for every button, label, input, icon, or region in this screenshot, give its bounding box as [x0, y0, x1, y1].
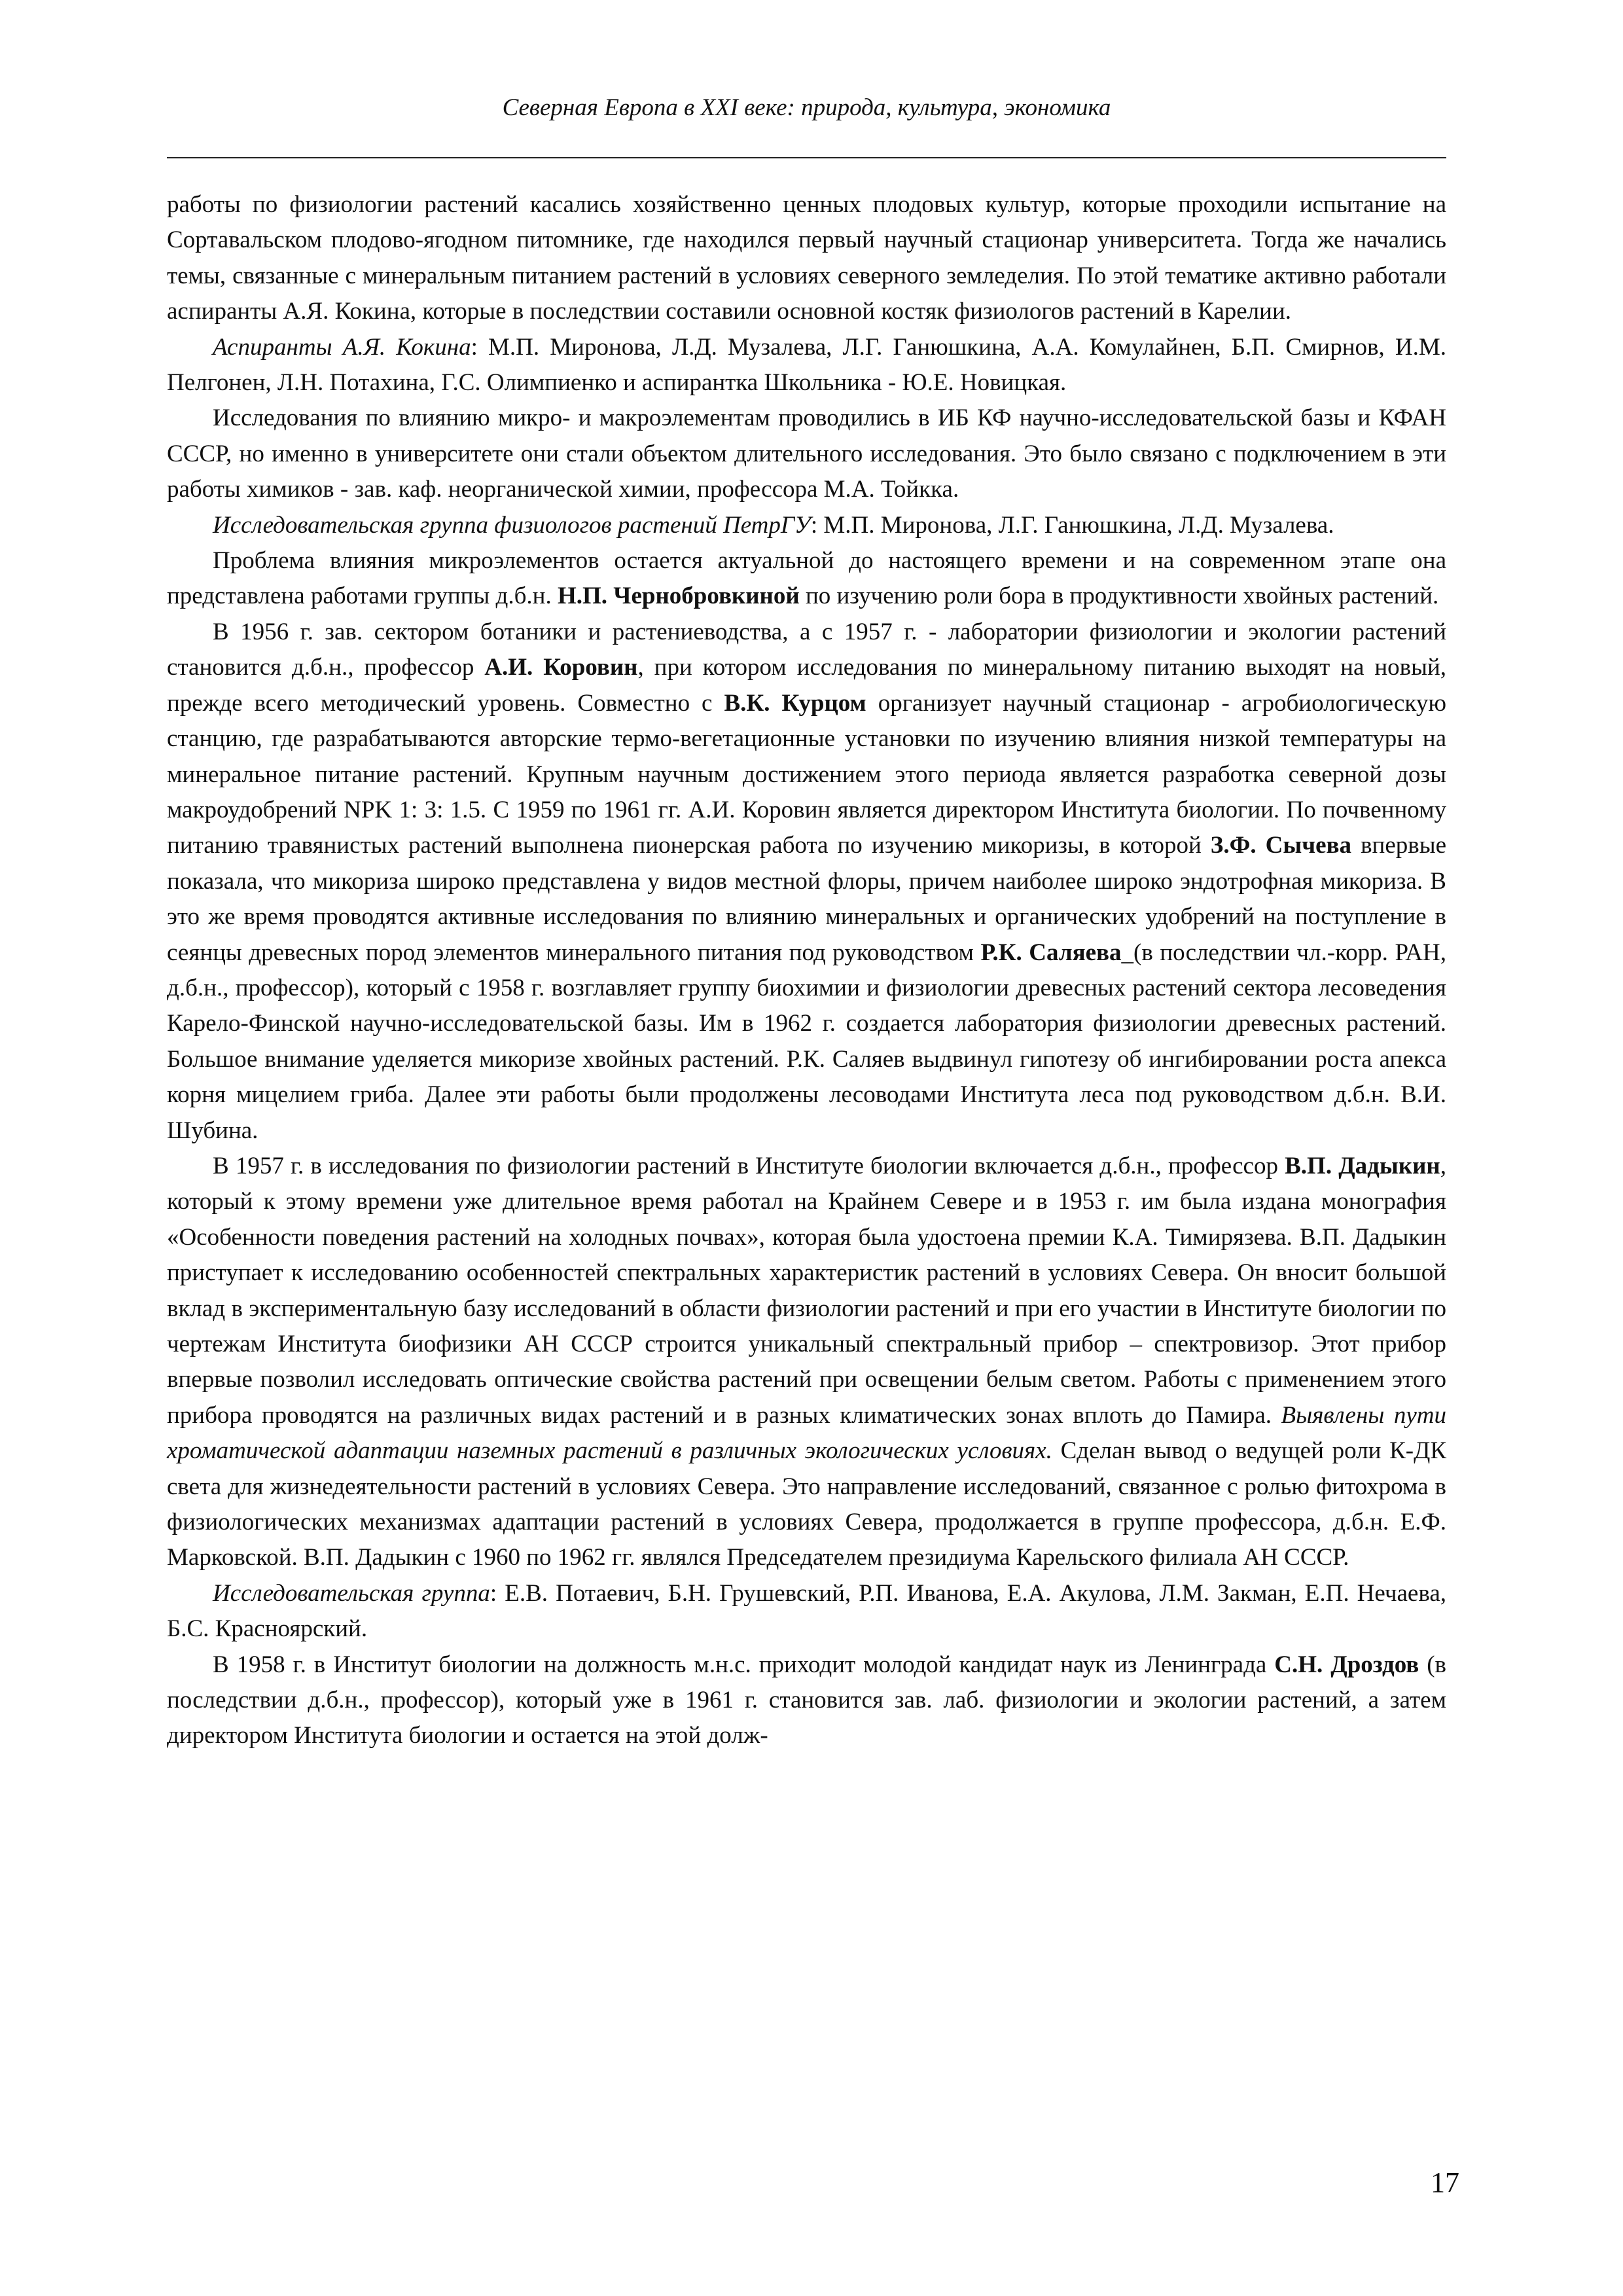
bold-name: В.К. Курцом: [724, 689, 866, 717]
text-run: : Е.В. Потаевич, Б.Н. Грушевский, Р.П. Иванова, Е.А. Акулова, Л.М. Закман, Е.П. Нечаева, Б.С. Красноярский.: [167, 1579, 1447, 1643]
text-run: впервые показала, что микориза широко представлена у видов местной флоры, причем наиболее широко эндотрофная микориза. В это же время проводятся активные исследования по влиянию минеральных и органических удобрений на поступление в сеянцы древесных пород элементов минерального питания под руководством: [167, 832, 1447, 966]
italic-text: Исследовательская группа физиологов растений ПетрГУ: [213, 511, 811, 539]
bold-name: В.П. Дадыкин: [1285, 1152, 1440, 1179]
paragraph: [167, 1647, 1446, 1754]
page-number: 17: [1431, 2166, 1459, 2198]
text-run: Сделан вывод о ведущей роли К-ДК света для жизнедеятельности растений в условиях Севера. Это направление исследований, связанное с ролью фитохрома в физиологических механизмах адаптации растений в условиях Севера, продолжается в группе профессора, д.б.н. Е.Ф. Марковской. В.П. Дадыкин с 1960 по 1962 гг. являлся Председателем президиума Карельского филиала АН СССР.: [167, 1437, 1446, 1571]
paragraph: [167, 1149, 1446, 1576]
italic-text: Исследовательская группа: [213, 1579, 490, 1607]
italic-text: Выявлены пути хроматической адаптации наземных растений в различных экологических условиях.: [167, 1401, 1446, 1465]
text-run: В 1957 г. в исследования по физиологии растений в Институте биологии включается д.б.н., профессор: [213, 1152, 1285, 1179]
bold-name: Н.П. Чернобровкиной: [558, 583, 800, 610]
paragraph: [167, 508, 1446, 543]
main-text-body: [167, 187, 1446, 1754]
paragraph: [167, 543, 1446, 615]
text-run: : М.П. Миронова, Л.Д. Музалева, Л.Г. Ганюшкина, А.А. Комулайнен, Б.П. Смирнов, И.М. Пелгонен, Л.Н. Потахина, Г.С. Олимпиенко и аспирантка Школьника - Ю.Е. Новицкая.: [167, 333, 1447, 397]
text-run: Исследования по влиянию микро- и макроэлементам проводились в ИБ КФ научно-исследовательской базы и КФАН СССР, но именно в университете они стали объектом длительного исследования. Это было связано с подключением в эти работы химиков - зав. каф. неорганической химии, профессора М.А. Тойкка.: [167, 404, 1446, 503]
text-run: : М.П. Миронова, Л.Г. Ганюшкина, Л.Д. Музалева.: [810, 511, 1334, 539]
text-run: Проблема влияния микроэлементов остается актуальной до настоящего времени и на современном этапе она представлена работами группы д.б.н.: [167, 547, 1446, 610]
bold-name: С.Н. Дроздов: [1274, 1651, 1419, 1678]
bold-name: А.И. Коровин: [484, 654, 638, 681]
paragraph: [167, 401, 1446, 507]
text-run: В 1958 г. в Институт биологии на должность м.н.с. приходит молодой кандидат наук из Ленинграда: [213, 1651, 1275, 1678]
text-run: _(в последствии чл.-корр. РАН, д.б.н., профессор), который с 1958 г. возглавляет группу биохимии и физиологии древесных растений сектора лесоведения Карело-Финской научно-исследовательской базы. Им в 1962 г. создается лаборатория физиологии древесных растений. Большое внимание уделяется микоризе хвойных растений. Р.К. Саляев выдвинул гипотезу об ингибировании роста апекса корня мицелием гриба. Далее эти работы были продолжены лесоводами Института леса под руководством д.б.н. В.И. Шубина.: [167, 939, 1446, 1144]
text-run: по изучению роли бора в продуктивности хвойных растений.: [799, 583, 1439, 610]
text-run: (в последствии д.б.н., профессор), который уже в 1961 г. становится зав. лаб. физиологии и экологии растений, а затем директором Института биологии и остается на этой долж-: [167, 1651, 1447, 1749]
italic-text: Аспиранты А.Я. Кокина: [213, 333, 471, 361]
bold-name: Р.К. Саляева: [980, 939, 1122, 966]
paragraph: [167, 1576, 1446, 1647]
text-run: работы по физиологии растений касались хозяйственно ценных плодовых культур, которые проходили испытание на Сортавальском плодово-ягодном питомнике, где находился первый научный стационар университета. Тогда же начались темы, связанные с минеральным питанием растений в условиях северного земледелия. По этой тематике активно работали аспиранты А.Я. Кокина, которые в последствии составили основной костяк физиологов растений в Карелии.: [167, 191, 1446, 325]
running-header-title: Северная Европа в XXI веке: природа, культура, экономика: [502, 94, 1111, 121]
paragraph: [167, 330, 1446, 401]
text-run: организует научный стационар - агробиологическую станцию, где разрабатываются авторские термо-вегетационные установки по изучению влияния низкой температуры на минеральное питание растений. Крупным научным достижением этого периода является разработка северной дозы макроудобрений NPK 1: 3: 1.5. С 1959 по 1961 гг. А.И. Коровин является директором Института биологии. По почвенному питанию травянистых растений выполнена пионерская работа по изучению микоризы, в которой: [167, 689, 1446, 859]
bold-name: З.Ф. Сычева: [1210, 832, 1352, 859]
paragraph: [167, 187, 1446, 330]
text-run: , который к этому времени уже длительное время работал на Крайнем Севере и в 1953 г. им была издана монография «Особенности поведения растений на холодных почвах», которая была удостоена премии К.А. Тимирязева. В.П. Дадыкин приступает к исследованию особенностей спектральных характеристик растений в условиях Севера. Он вносит большой вклад в экспериментальную базу исследований в области физиологии растений и при его участии в Институте биологии по чертежам Института биофизики АН СССР строится уникальный спектральный прибор – спектровизор. Этот прибор впервые позволил исследовать оптические свойства растений при освещении белым светом. Работы с применением этого прибора проводятся на различных видах растений и в разных климатических зонах вплоть до Памира.: [167, 1152, 1446, 1429]
paragraph: [167, 615, 1446, 1149]
header-divider: [167, 157, 1446, 158]
text-run: В 1956 г. зав. сектором ботаники и растениеводства, а с 1957 г. - лаборатории физиологии и экологии растений становится д.б.н., профессор: [167, 618, 1446, 681]
text-run: , при котором исследования по минеральному питанию выходят на новый, прежде всего методический уровень. Совместно с: [167, 654, 1446, 717]
